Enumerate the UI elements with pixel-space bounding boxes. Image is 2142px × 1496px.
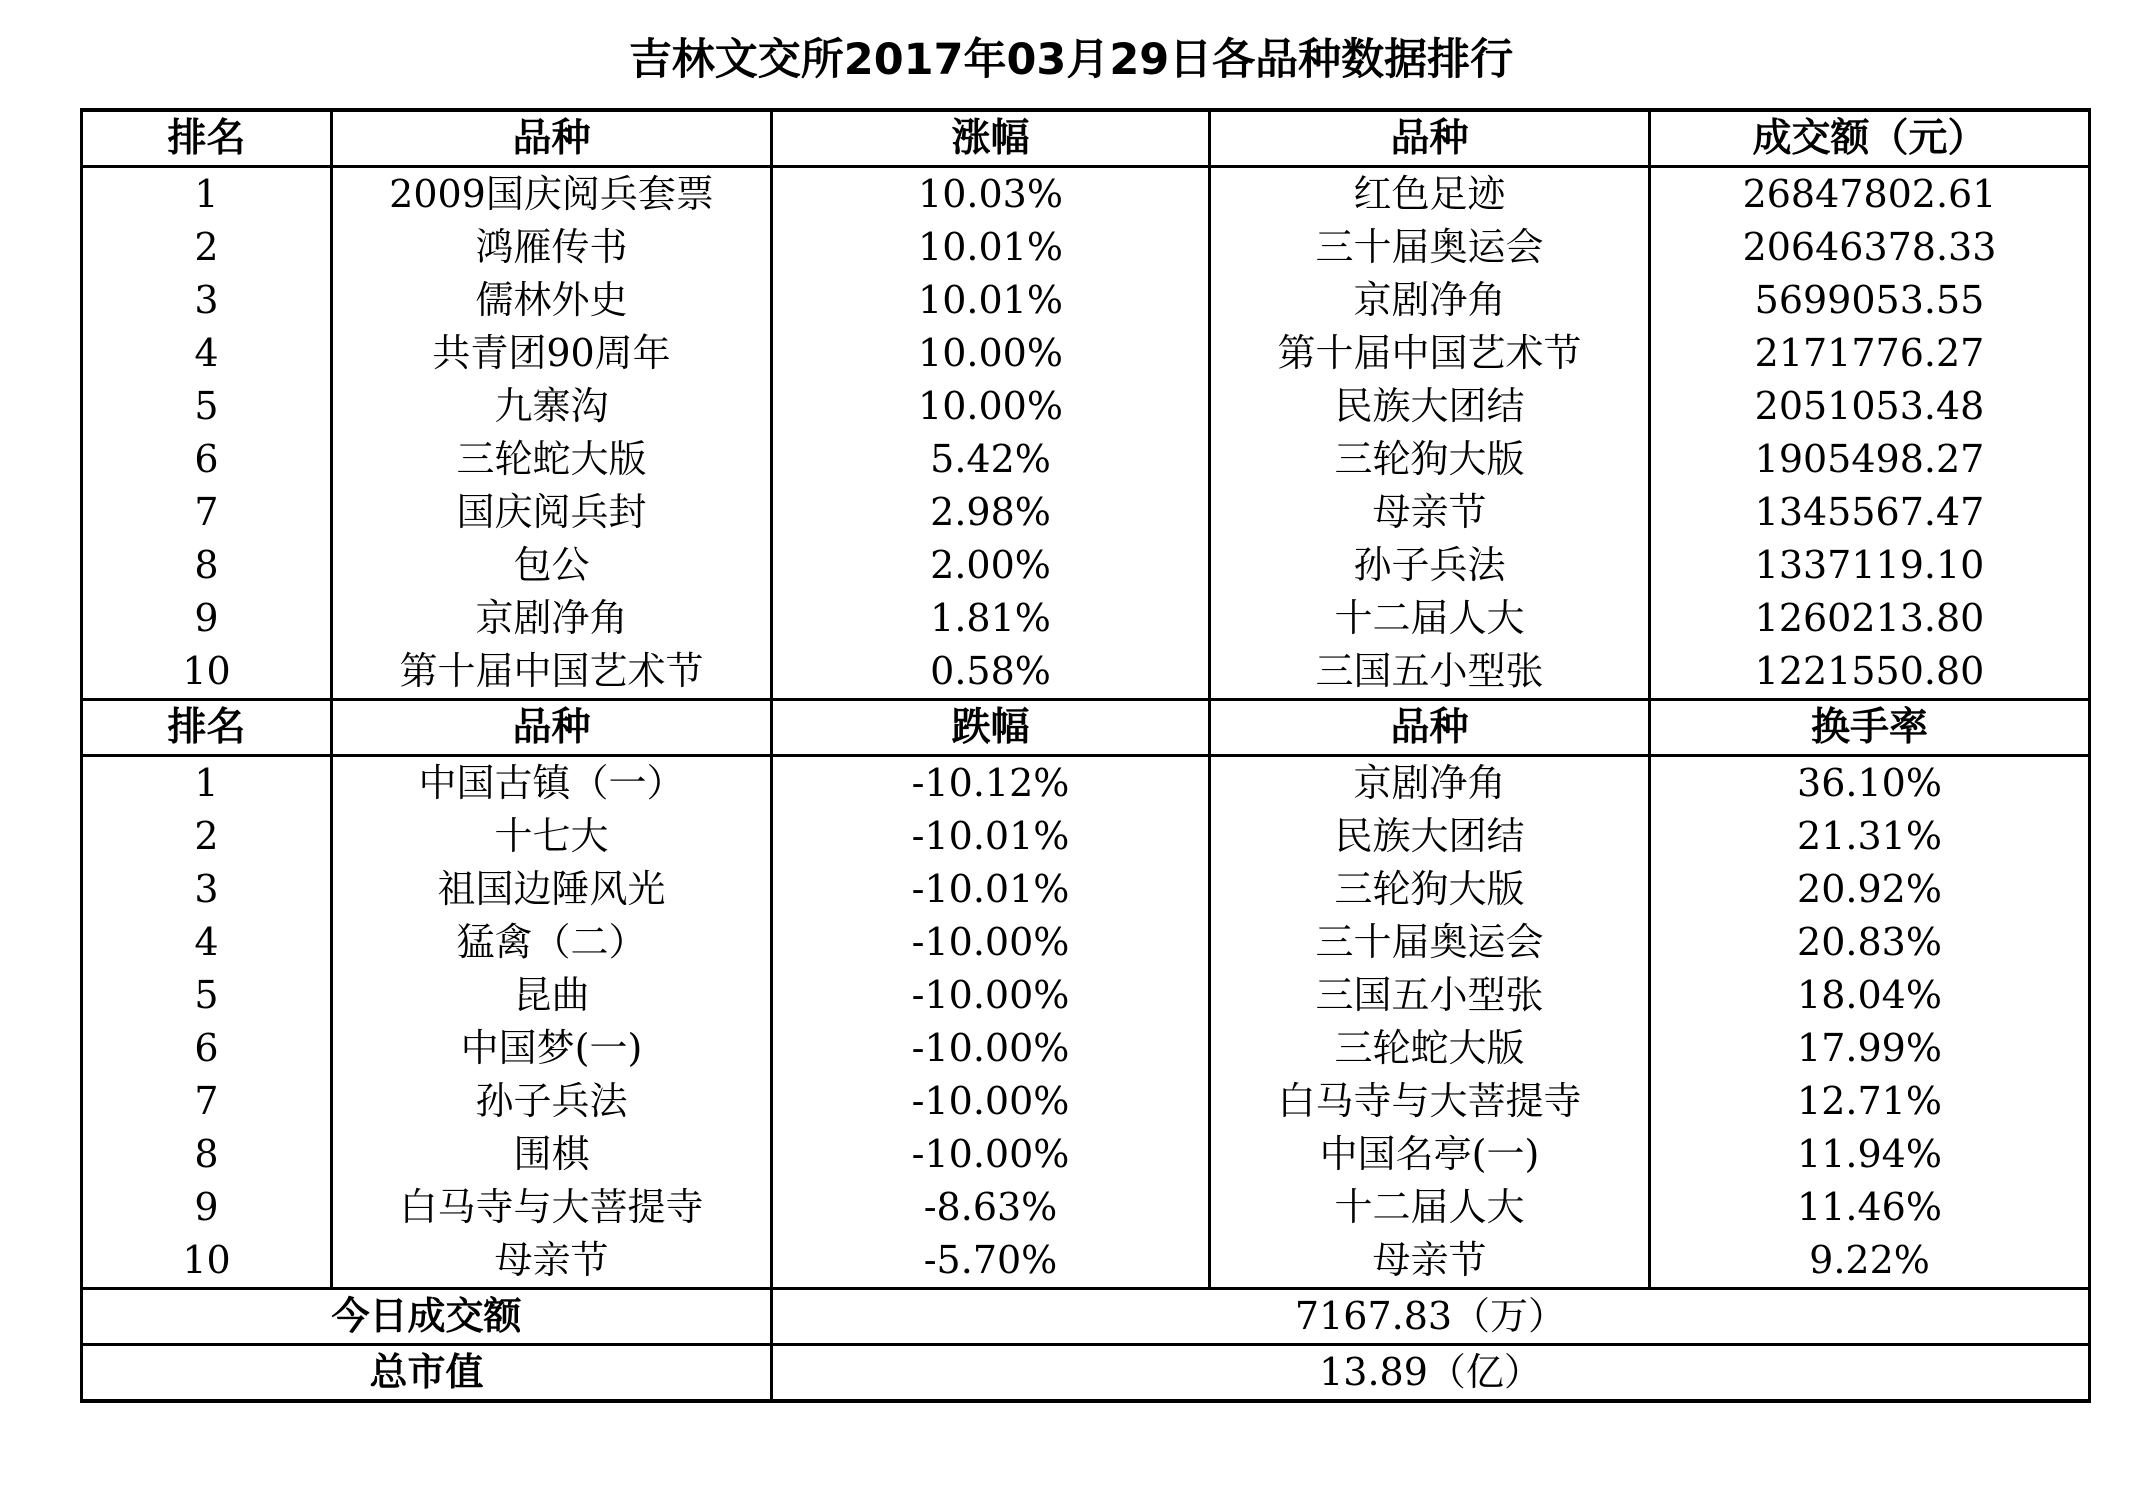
daily-turnover-row (82, 1289, 2090, 1345)
cell-rank: 5 (82, 380, 332, 433)
table-row (82, 1075, 2090, 1128)
cell-change: -8.63% (772, 1181, 1210, 1234)
cell-variety: 昆曲 (332, 969, 772, 1022)
table-row (82, 969, 2090, 1022)
header-gain: 涨幅 (772, 110, 1210, 167)
cell-metric: 11.94% (1650, 1128, 2090, 1181)
cell-variety: 京剧净角 (1210, 756, 1650, 811)
cell-rank: 8 (82, 1128, 332, 1181)
cell-variety: 三十届奥运会 (1210, 916, 1650, 969)
cell-change: -10.00% (772, 1128, 1210, 1181)
cell-variety: 中国名亭(一) (1210, 1128, 1650, 1181)
cell-variety: 白马寺与大菩提寺 (1210, 1075, 1650, 1128)
cell-rank: 3 (82, 863, 332, 916)
cell-variety: 京剧净角 (332, 592, 772, 645)
cell-variety: 祖国边陲风光 (332, 863, 772, 916)
cell-rank: 1 (82, 756, 332, 811)
cell-metric: 18.04% (1650, 969, 2090, 1022)
cell-variety: 国庆阅兵封 (332, 486, 772, 539)
cell-metric: 1221550.80 (1650, 645, 2090, 700)
header-rank: 排名 (82, 110, 332, 167)
table-row (82, 810, 2090, 863)
cell-metric: 1260213.80 (1650, 592, 2090, 645)
table-row (82, 167, 2090, 222)
header-variety: 品种 (332, 700, 772, 756)
cell-metric: 11.46% (1650, 1181, 2090, 1234)
market-cap-row (82, 1345, 2090, 1402)
cell-metric: 17.99% (1650, 1022, 2090, 1075)
cell-change: 2.00% (772, 539, 1210, 592)
cell-rank: 1 (82, 167, 332, 222)
cell-rank: 7 (82, 486, 332, 539)
cell-change: 0.58% (772, 645, 1210, 700)
summary-section (82, 1289, 2090, 1402)
market-cap-label: 总市值 (82, 1345, 772, 1402)
cell-rank: 6 (82, 433, 332, 486)
table-row (82, 327, 2090, 380)
cell-metric: 1345567.47 (1650, 486, 2090, 539)
cell-change: 10.01% (772, 221, 1210, 274)
cell-rank: 9 (82, 592, 332, 645)
cell-variety: 孙子兵法 (332, 1075, 772, 1128)
cell-variety: 民族大团结 (1210, 810, 1650, 863)
cell-rank: 8 (82, 539, 332, 592)
table-row (82, 539, 2090, 592)
cell-variety: 母亲节 (1210, 486, 1650, 539)
cell-change: 2.98% (772, 486, 1210, 539)
cell-metric: 12.71% (1650, 1075, 2090, 1128)
cell-metric: 20.83% (1650, 916, 2090, 969)
cell-rank: 5 (82, 969, 332, 1022)
cell-variety: 三国五小型张 (1210, 969, 1650, 1022)
cell-variety: 母亲节 (332, 1234, 772, 1289)
daily-turnover-label: 今日成交额 (82, 1289, 772, 1345)
cell-change: 10.00% (772, 327, 1210, 380)
cell-variety: 2009国庆阅兵套票 (332, 167, 772, 222)
cell-change: -10.00% (772, 1022, 1210, 1075)
cell-metric: 5699053.55 (1650, 274, 2090, 327)
cell-variety: 三轮狗大版 (1210, 863, 1650, 916)
gain-header-row (82, 110, 2090, 167)
cell-variety: 猛禽（二） (332, 916, 772, 969)
cell-variety: 母亲节 (1210, 1234, 1650, 1289)
cell-variety: 民族大团结 (1210, 380, 1650, 433)
cell-change: 10.01% (772, 274, 1210, 327)
cell-variety: 共青团90周年 (332, 327, 772, 380)
table-row (82, 380, 2090, 433)
cell-variety: 中国古镇（一） (332, 756, 772, 811)
cell-variety: 红色足迹 (1210, 167, 1650, 222)
cell-variety: 围棋 (332, 1128, 772, 1181)
cell-variety: 十二届人大 (1210, 592, 1650, 645)
header-variety: 品种 (1210, 110, 1650, 167)
table-row (82, 1128, 2090, 1181)
cell-rank: 4 (82, 916, 332, 969)
cell-variety: 儒林外史 (332, 274, 772, 327)
table-row (82, 433, 2090, 486)
cell-rank: 3 (82, 274, 332, 327)
cell-metric: 2171776.27 (1650, 327, 2090, 380)
cell-change: -5.70% (772, 1234, 1210, 1289)
table-row (82, 221, 2090, 274)
cell-change: -10.00% (772, 969, 1210, 1022)
cell-variety: 三国五小型张 (1210, 645, 1650, 700)
cell-variety: 三轮蛇大版 (332, 433, 772, 486)
cell-rank: 6 (82, 1022, 332, 1075)
cell-variety: 三十届奥运会 (1210, 221, 1650, 274)
table-row (82, 592, 2090, 645)
cell-metric: 21.31% (1650, 810, 2090, 863)
cell-metric: 1337119.10 (1650, 539, 2090, 592)
cell-rank: 10 (82, 1234, 332, 1289)
daily-turnover-value: 7167.83（万） (772, 1289, 2090, 1345)
cell-variety: 鸿雁传书 (332, 221, 772, 274)
cell-variety: 孙子兵法 (1210, 539, 1650, 592)
cell-rank: 2 (82, 810, 332, 863)
cell-variety: 京剧净角 (1210, 274, 1650, 327)
header-loss: 跌幅 (772, 700, 1210, 756)
market-cap-value: 13.89（亿） (772, 1345, 2090, 1402)
table-row (82, 645, 2090, 700)
header-turnover-rate: 换手率 (1650, 700, 2090, 756)
cell-variety: 白马寺与大菩提寺 (332, 1181, 772, 1234)
cell-variety: 中国梦(一) (332, 1022, 772, 1075)
cell-variety: 第十届中国艺术节 (1210, 327, 1650, 380)
cell-change: -10.01% (772, 810, 1210, 863)
cell-metric: 1905498.27 (1650, 433, 2090, 486)
table-row (82, 756, 2090, 811)
cell-metric: 26847802.61 (1650, 167, 2090, 222)
cell-variety: 三轮蛇大版 (1210, 1022, 1650, 1075)
header-rank: 排名 (82, 700, 332, 756)
ranking-table (80, 108, 2091, 1403)
cell-metric: 2051053.48 (1650, 380, 2090, 433)
gain-section (82, 110, 2090, 700)
cell-rank: 9 (82, 1181, 332, 1234)
loss-section (82, 700, 2090, 1289)
header-turnover: 成交额（元） (1650, 110, 2090, 167)
cell-change: 5.42% (772, 433, 1210, 486)
cell-change: 10.00% (772, 380, 1210, 433)
cell-change: -10.00% (772, 916, 1210, 969)
page-title: 吉林文交所2017年03月29日各品种数据排行 (628, 35, 1514, 85)
cell-variety: 十二届人大 (1210, 1181, 1650, 1234)
cell-rank: 2 (82, 221, 332, 274)
cell-change: -10.01% (772, 863, 1210, 916)
table-row (82, 863, 2090, 916)
cell-rank: 7 (82, 1075, 332, 1128)
cell-rank: 4 (82, 327, 332, 380)
cell-change: -10.00% (772, 1075, 1210, 1128)
cell-variety: 三轮狗大版 (1210, 433, 1650, 486)
cell-metric: 9.22% (1650, 1234, 2090, 1289)
cell-variety: 十七大 (332, 810, 772, 863)
cell-variety: 包公 (332, 539, 772, 592)
cell-metric: 20.92% (1650, 863, 2090, 916)
cell-metric: 36.10% (1650, 756, 2090, 811)
table-row (82, 1181, 2090, 1234)
cell-metric: 20646378.33 (1650, 221, 2090, 274)
header-variety: 品种 (332, 110, 772, 167)
table-row (82, 274, 2090, 327)
cell-change: 10.03% (772, 167, 1210, 222)
loss-header-row (82, 700, 2090, 756)
table-row (82, 486, 2090, 539)
header-variety: 品种 (1210, 700, 1650, 756)
cell-rank: 10 (82, 645, 332, 700)
cell-variety: 第十届中国艺术节 (332, 645, 772, 700)
cell-variety: 九寨沟 (332, 380, 772, 433)
table-row (82, 916, 2090, 969)
table-row (82, 1234, 2090, 1289)
cell-change: 1.81% (772, 592, 1210, 645)
cell-change: -10.12% (772, 756, 1210, 811)
table-row (82, 1022, 2090, 1075)
